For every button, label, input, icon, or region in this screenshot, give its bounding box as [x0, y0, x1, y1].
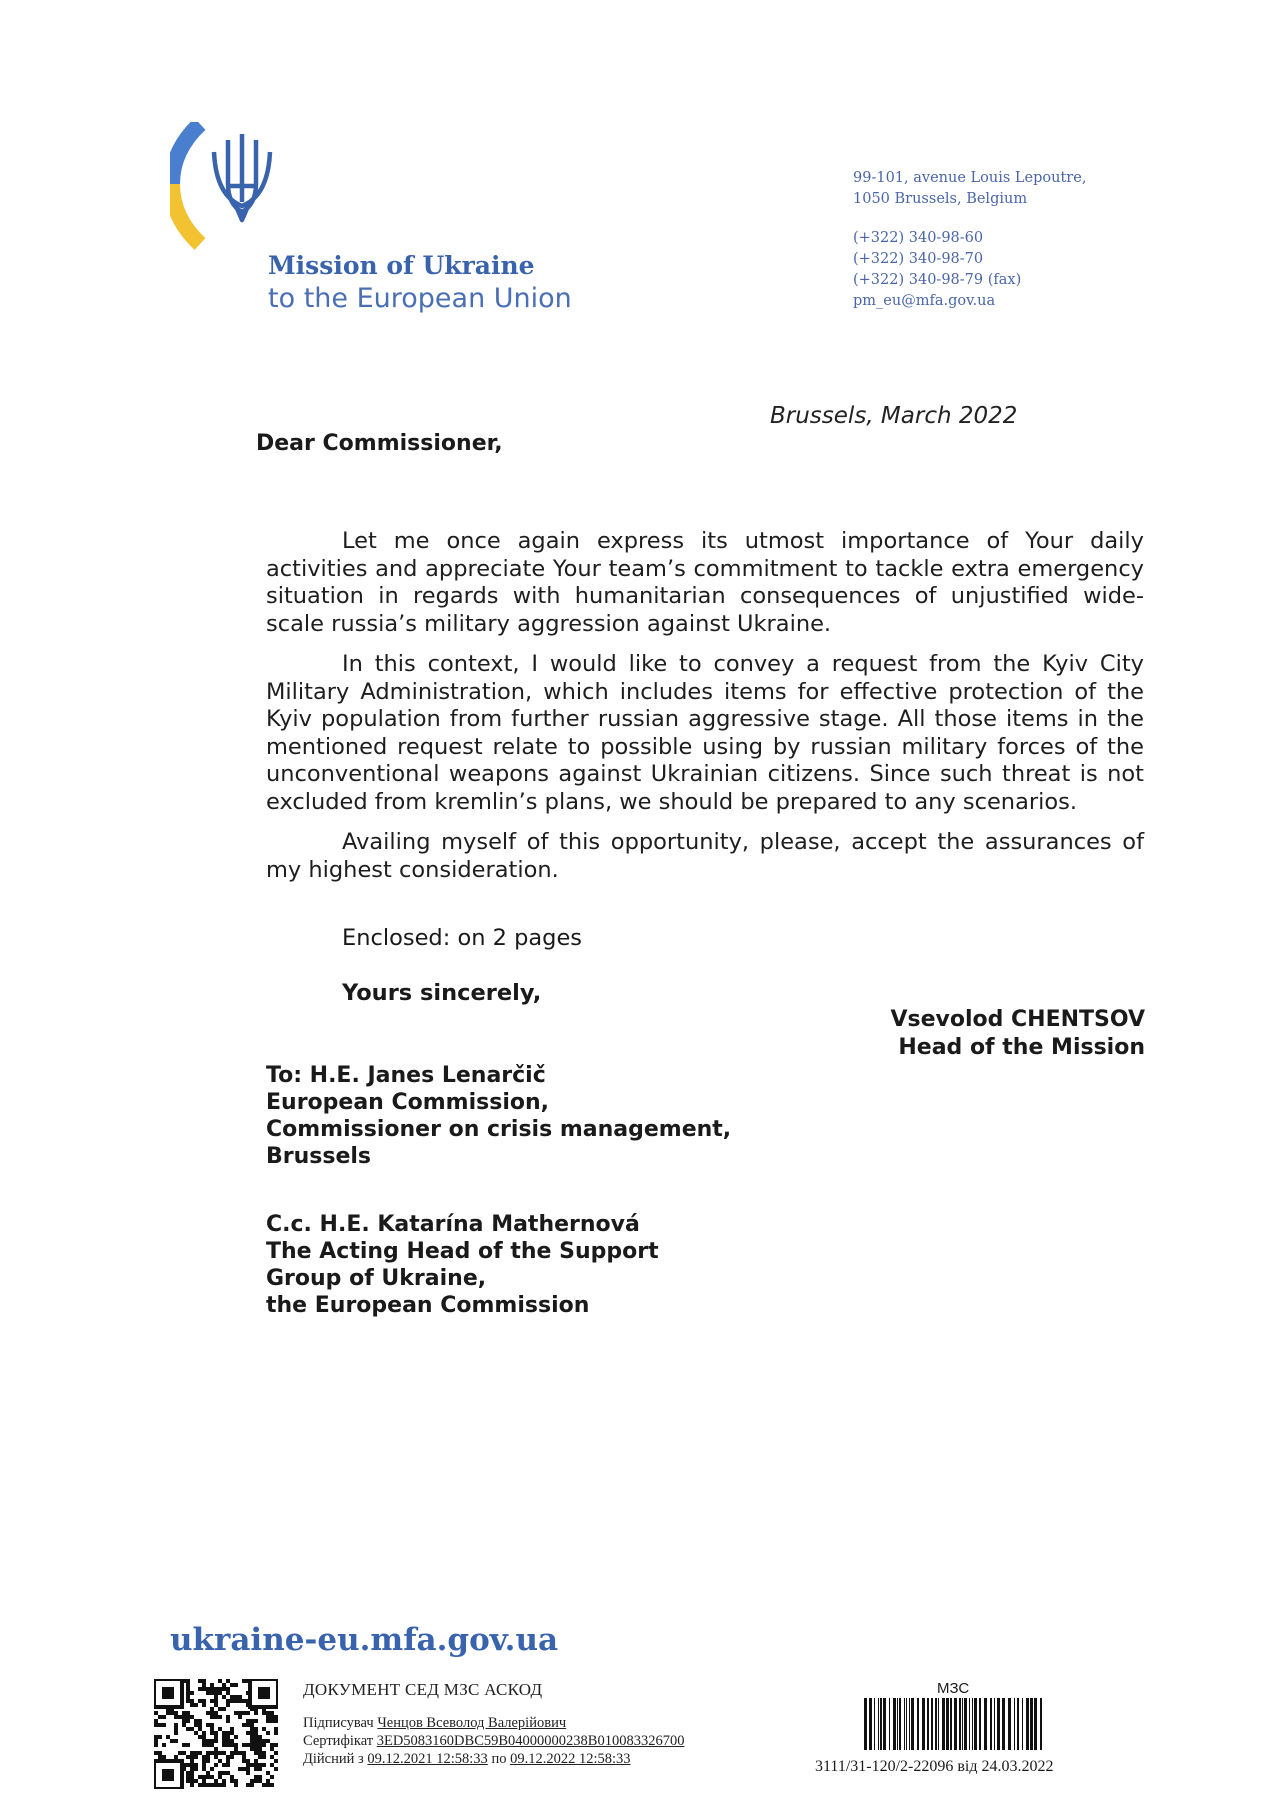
closing: Yours sincerely, — [342, 980, 542, 1006]
valid-label: Дійсний з — [303, 1751, 364, 1767]
logo-arc-blue — [172, 124, 200, 184]
to-line-2: European Commission, — [266, 1090, 550, 1115]
cert-value: 3ED5083160DBC59B04000000238B010083326700 — [376, 1733, 685, 1749]
to-line-3: Commissioner on crisis management, — [266, 1117, 732, 1142]
recipient-cc — [266, 1211, 659, 1319]
signer-label: Підписувач — [303, 1715, 374, 1731]
phone-1: (+322) 340-98-60 — [853, 230, 984, 246]
org-name — [268, 250, 572, 316]
fax: (+322) 340-98-79 (fax) — [853, 272, 1022, 288]
valid-mid: по — [491, 1751, 507, 1767]
signer-name: Vsevolod CHENTSOV — [890, 1007, 1145, 1032]
website-link[interactable]: ukraine-eu.mfa.gov.ua — [170, 1622, 559, 1658]
cc-line-3: Group of Ukraine, — [266, 1266, 487, 1291]
recipient-to — [266, 1062, 731, 1170]
cc-line-2: The Acting Head of the Support — [266, 1239, 659, 1264]
stamp-cert-row — [303, 1732, 684, 1750]
stamp-valid-row — [303, 1750, 684, 1768]
cc-line-1: C.c. H.E. Katarína Mathernová — [266, 1212, 640, 1237]
logo-arc-yellow — [172, 184, 200, 244]
letter-date: Brussels, March 2022 — [770, 403, 1018, 429]
valid-to: 09.12.2022 12:58:33 — [510, 1751, 631, 1767]
address-line2: 1050 Brussels, Belgium — [853, 191, 1028, 207]
email: pm_eu@mfa.gov.ua — [853, 293, 996, 309]
agency-label: МЗС — [937, 1680, 970, 1697]
signer-title: Head of the Mission — [898, 1035, 1145, 1060]
trident-icon — [214, 134, 270, 220]
org-name-line2: to the European Union — [268, 283, 572, 314]
barcode-icon — [862, 1698, 1047, 1750]
address-line1: 99-101, avenue Louis Lepoutre, — [853, 170, 1087, 186]
paragraph-2: In this context, I would like to convey a request from the Kyiv City Military Administration, which includes items for effective protection of the Kyiv population from further russian aggressive stage. All those items in the mentioned request relate to possible using by russian military forces of the unconventional weapons against Ukrainian citizens. Since such threat is not excluded from kremlin’s plans, we should be prepared to any scenarios. — [266, 651, 1144, 815]
valid-from: 09.12.2021 12:58:33 — [367, 1751, 488, 1767]
salutation: Dear Commissioner, — [256, 431, 503, 456]
paragraph-1: Let me once again express its utmost importance of Your daily activities and appreciate Your team’s commitment to tackle extra emergency situation in regards with humanitarian consequences of unjustified wide-scale russia’s military aggression against Ukraine. — [266, 528, 1144, 637]
to-line-1: To: H.E. Janes Lenarčič — [266, 1063, 546, 1088]
phone-2: (+322) 340-98-70 — [853, 251, 984, 267]
cert-label: Сертифікат — [303, 1733, 374, 1749]
e-signature-stamp — [303, 1680, 684, 1768]
contact-block — [853, 168, 1086, 312]
mission-logo — [170, 122, 310, 262]
signer-value: Ченцов Всеволод Валерійович — [377, 1715, 567, 1731]
to-line-4: Brussels — [266, 1144, 372, 1169]
stamp-title: ДОКУМЕНТ СЕД МЗС АСКОД — [303, 1680, 543, 1699]
registration-number: 3111/31-120/2-22096 від 24.03.2022 — [815, 1758, 1054, 1775]
paragraph-3: Availing myself of this opportunity, please, accept the assurances of my highest consideration. — [266, 829, 1144, 883]
qr-code-icon — [154, 1679, 278, 1789]
enclosed-note: Enclosed: on 2 pages — [342, 925, 583, 951]
stamp-signer-row — [303, 1714, 684, 1732]
org-name-line1: Mission of Ukraine — [268, 251, 535, 280]
cc-line-4: the European Commission — [266, 1293, 590, 1318]
signer-block — [890, 1006, 1145, 1062]
